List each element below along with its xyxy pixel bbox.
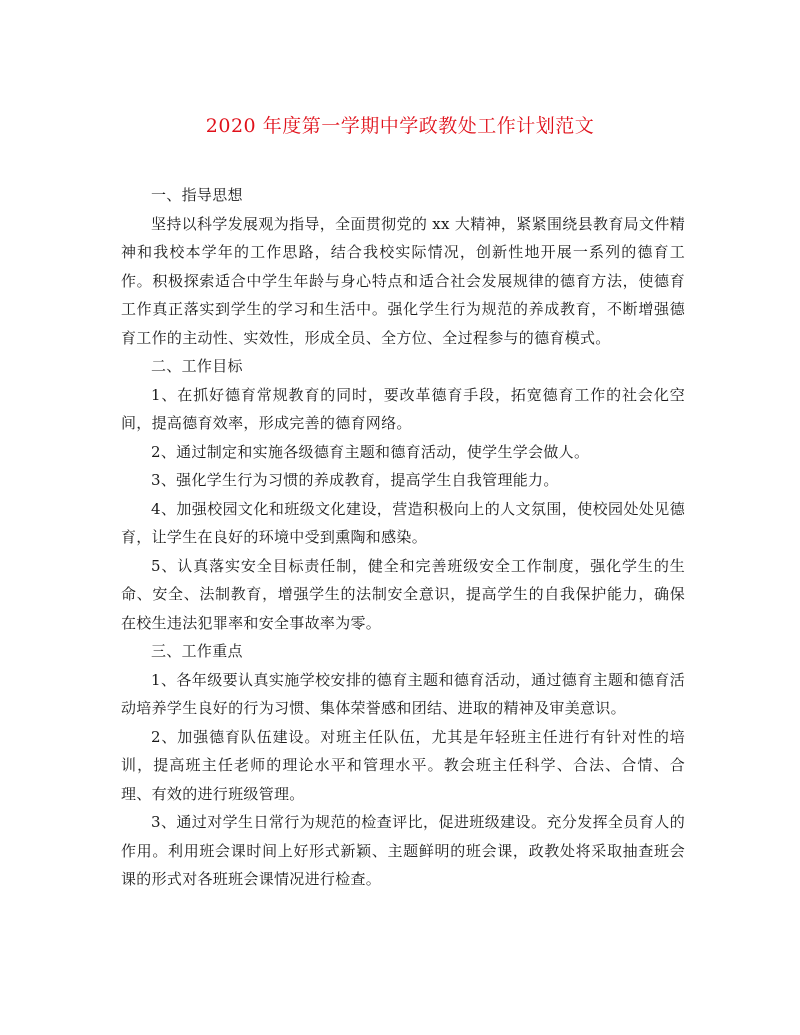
paragraph: 5、认真落实安全目标责任制，健全和完善班级安全工作制度，强化学生的生命、安全、法制教育，增强学生的法制安全意识，提高学生的自我保护能力，确保在校生违法犯罪率和安全事故率为零。 — [121, 556, 685, 632]
paragraph: 1、在抓好德育常规教育的同时，要改革德育手段，拓宽德育工作的社会化空间，提高德育效率，形成完善的德育网络。 — [121, 385, 685, 432]
paragraph: 4、加强校园文化和班级文化建设，营造积极向上的人文氛围，使校园处处见德育，让学生在良好的环境中受到熏陶和感染。 — [121, 499, 685, 546]
document-title: 2020 年度第一学期中学政教处工作计划范文 — [205, 115, 595, 137]
paragraph: 1、各年级要认真实施学校安排的德育主题和德育活动，通过德育主题和德育活动培养学生良好的行为习惯、集体荣誉感和团结、进取的精神及审美意识。 — [121, 670, 685, 717]
paragraph: 2、通过制定和实施各级德育主题和德育活动，使学生学会做人。 — [151, 442, 590, 461]
paragraph: 3、强化学生行为习惯的养成教育，提高学生自我管理能力。 — [151, 471, 559, 489]
section-heading-work-focus: 三、工作重点 — [151, 642, 243, 660]
section-heading-work-goals: 二、工作目标 — [151, 357, 243, 375]
paragraph: 2、加强德育队伍建设。对班主任队伍，尤其是年轻班主任进行有针对性的培训，提高班主任老师的理论水平和管理水平。教会班主任科学、合法、合情、合理、有效的进行班级管理。 — [121, 727, 685, 803]
section-heading-guiding-ideology: 一、指导思想 — [151, 186, 243, 204]
document-body — [121, 181, 685, 894]
paragraph: 3、通过对学生日常行为规范的检查评比，促进班级建设。充分发挥全员育人的作用。利用班会课时间上好形式新颖、主题鲜明的班会课，政教处将采取抽查班会课的形式对各班班会课情况进行检查。 — [121, 813, 685, 888]
paragraph: 坚持以科学发展观为指导，全面贯彻党的 xx 大精神，紧紧围绕县教育局文件精神和我校本学年的工作思路，结合我校实际情况，创新性地开展一系列的德育工作。积极探索适合中学生年龄与身心特点和适合社会发展规律的德育方法，使德育工作真正落实到学生的学习和生活中。强化学生行为规范的养成教育，不断增强德育工作的主动性、实效性，形成全员、全方位、全过程参与的德育模式。 — [121, 214, 685, 347]
